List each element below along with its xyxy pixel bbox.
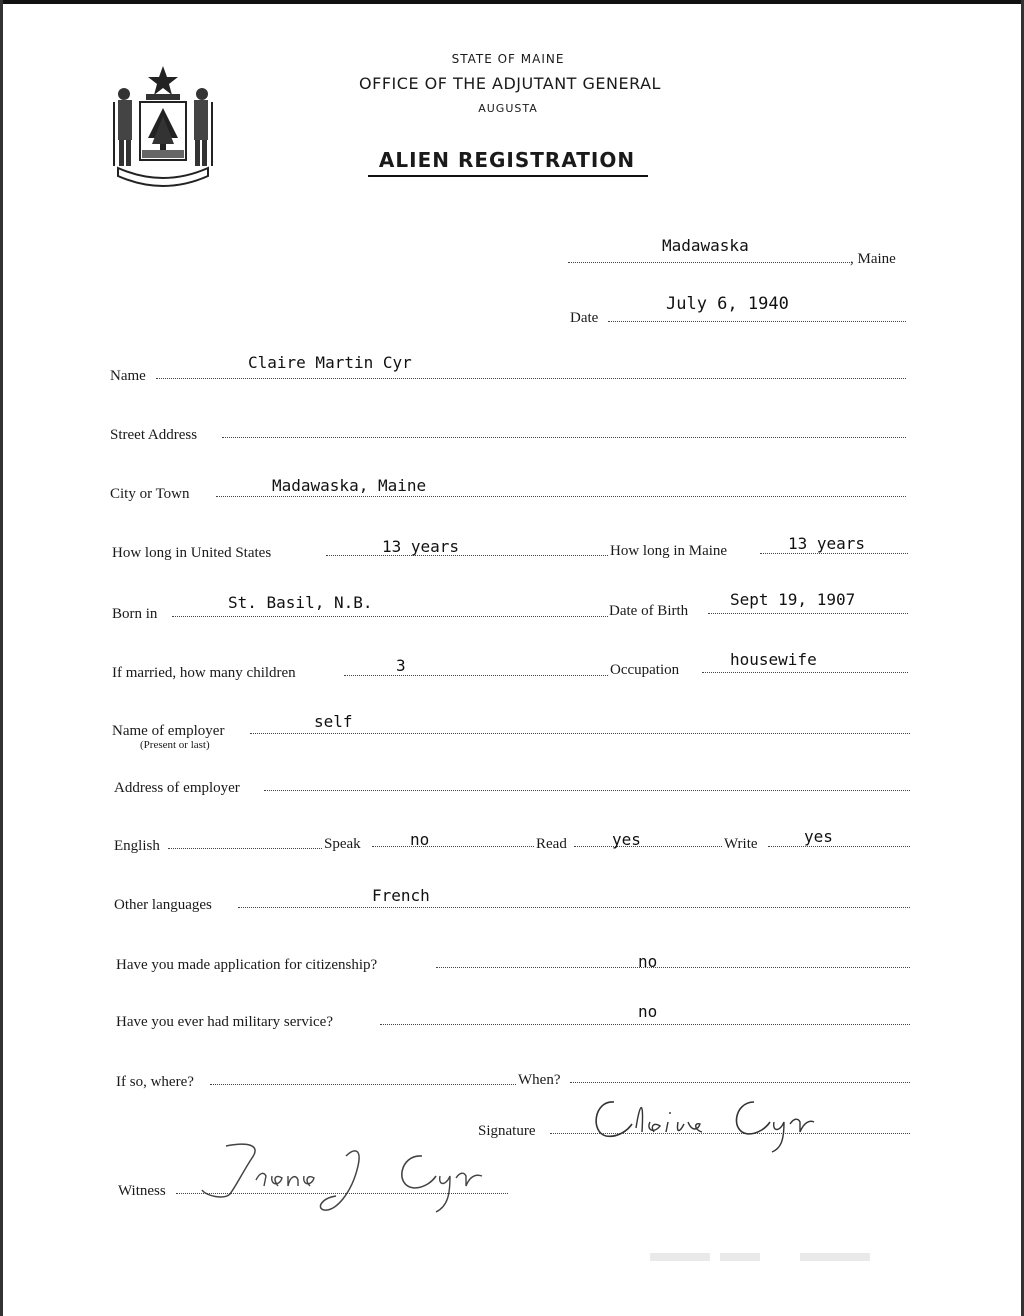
city-town-value[interactable]: Madawaska, Maine xyxy=(272,476,427,495)
employer-line xyxy=(250,733,910,734)
how-long-us-label: How long in United States xyxy=(112,545,272,561)
write-label: Write xyxy=(724,836,758,852)
when-line xyxy=(570,1082,910,1083)
military-value[interactable]: no xyxy=(638,1002,658,1021)
write-value[interactable]: yes xyxy=(804,827,833,846)
other-languages-value[interactable]: French xyxy=(372,886,430,905)
faint-stamp-mark xyxy=(650,1250,880,1264)
employer-note: (Present or last) xyxy=(140,739,210,751)
dob-line xyxy=(708,613,908,614)
maine-suffix-label: , Maine xyxy=(850,251,896,267)
english-line xyxy=(168,848,322,849)
witness-label: Witness xyxy=(118,1183,166,1199)
how-long-maine-label: How long in Maine xyxy=(610,543,728,559)
where-line xyxy=(210,1084,516,1085)
employer-address-label: Address of employer xyxy=(114,780,240,796)
military-label: Have you ever had military service? xyxy=(116,1014,333,1030)
witness-handwriting xyxy=(186,1136,506,1228)
read-line xyxy=(574,846,722,847)
speak-label: Speak xyxy=(324,836,361,852)
write-line xyxy=(768,846,910,847)
title-underline xyxy=(368,175,648,177)
born-in-label: Born in xyxy=(112,606,158,622)
read-value[interactable]: yes xyxy=(612,830,641,849)
dob-label: Date of Birth xyxy=(609,603,689,619)
other-languages-label: Other languages xyxy=(114,897,212,913)
form-title: ALIEN REGISTRATION xyxy=(378,148,636,172)
name-value[interactable]: Claire Martin Cyr xyxy=(248,353,412,372)
speak-value[interactable]: no xyxy=(410,830,430,849)
how-long-maine-value[interactable]: 13 years xyxy=(788,534,866,553)
town-value[interactable]: Madawaska xyxy=(662,236,749,255)
how-long-us-line xyxy=(326,555,608,556)
city-town-label: City or Town xyxy=(110,486,190,502)
signature-handwriting xyxy=(584,1088,834,1158)
header-city: AUGUSTA xyxy=(478,102,538,115)
employer-label: Name of employer xyxy=(112,723,225,739)
english-label: English xyxy=(114,838,160,854)
city-town-line xyxy=(216,496,906,497)
town-line xyxy=(568,262,850,263)
where-label: If so, where? xyxy=(116,1074,194,1090)
page-border-left xyxy=(0,0,3,1316)
signature-label: Signature xyxy=(478,1123,536,1139)
date-value[interactable]: July 6, 1940 xyxy=(666,294,789,314)
occupation-label: Occupation xyxy=(610,662,680,678)
born-in-line xyxy=(172,616,608,617)
how-long-us-value[interactable]: 13 years xyxy=(382,537,460,556)
page-border-top xyxy=(0,0,1024,4)
other-languages-line xyxy=(238,907,910,908)
children-label: If married, how many children xyxy=(112,665,296,681)
witness-line xyxy=(176,1193,508,1194)
how-long-maine-line xyxy=(760,553,908,554)
name-line xyxy=(156,378,906,379)
occupation-line xyxy=(702,672,908,673)
street-label: Street Address xyxy=(110,427,198,443)
born-in-value[interactable]: St. Basil, N.B. xyxy=(228,593,373,612)
military-line xyxy=(380,1024,910,1025)
signature-line xyxy=(550,1133,910,1134)
maine-seal-icon xyxy=(108,64,218,194)
header-state: STATE OF MAINE xyxy=(451,52,565,66)
employer-address-line xyxy=(264,790,910,791)
name-label: Name xyxy=(110,368,146,384)
street-line xyxy=(222,437,906,438)
read-label: Read xyxy=(536,836,567,852)
date-line xyxy=(608,321,906,322)
speak-line xyxy=(372,846,534,847)
dob-value[interactable]: Sept 19, 1907 xyxy=(730,590,856,609)
children-value[interactable]: 3 xyxy=(396,656,406,675)
date-label: Date xyxy=(570,310,599,326)
employer-value[interactable]: self xyxy=(314,712,353,731)
citizenship-label: Have you made application for citizenship? xyxy=(116,957,378,973)
citizenship-line xyxy=(436,967,910,968)
when-label: When? xyxy=(518,1072,561,1088)
citizenship-value[interactable]: no xyxy=(638,952,658,971)
children-line xyxy=(344,675,608,676)
occupation-value[interactable]: housewife xyxy=(730,650,817,669)
header-office: OFFICE OF THE ADJUTANT GENERAL xyxy=(359,74,661,93)
